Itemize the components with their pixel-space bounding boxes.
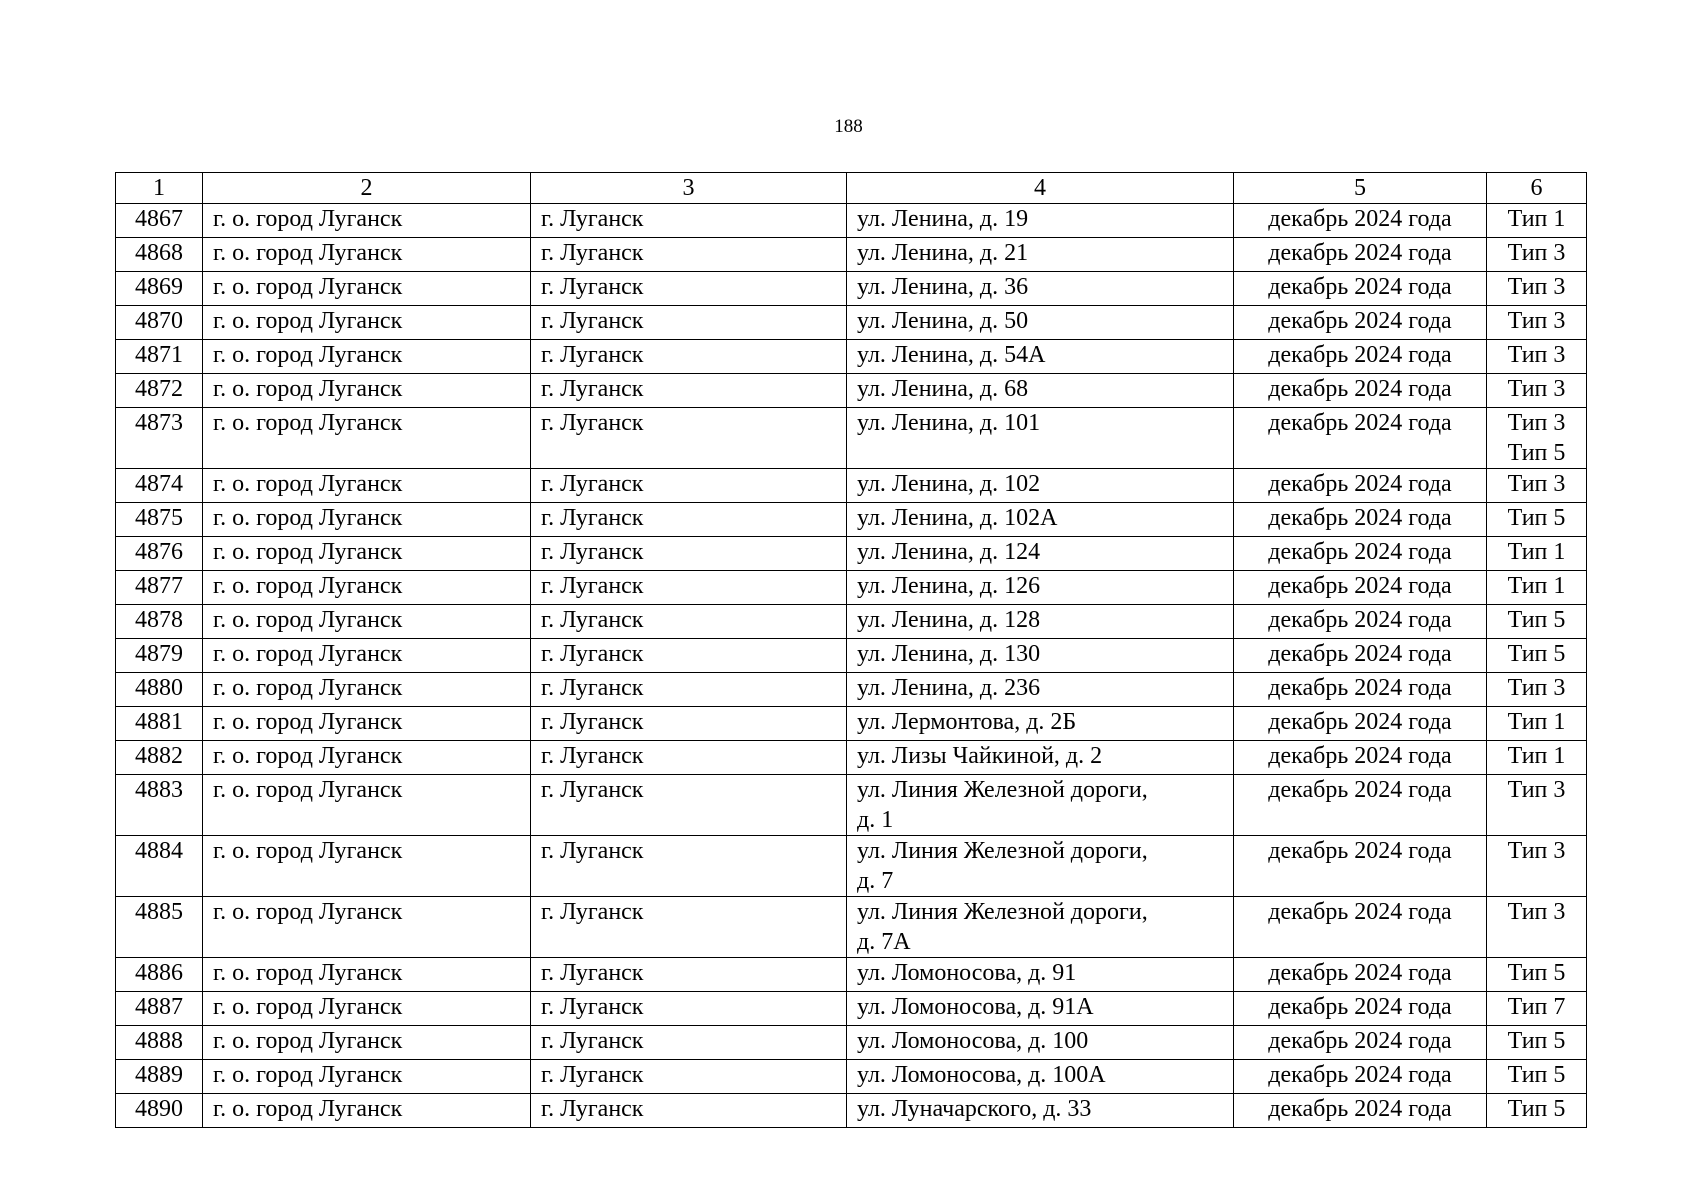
locality-cell: г. Луганск	[531, 340, 847, 374]
locality-cell: г. Луганск	[531, 374, 847, 408]
column-header: 2	[203, 173, 531, 204]
locality-cell: г. Луганск	[531, 306, 847, 340]
address-line: д. 1	[857, 807, 894, 833]
type-line: Тип 5	[1507, 1096, 1566, 1122]
locality-cell: г. Луганск	[531, 571, 847, 605]
address-line: ул. Ломоносова, д. 100	[857, 1028, 1089, 1054]
page-number: 188	[834, 116, 863, 137]
address-line: ул. Лизы Чайкиной, д. 2	[857, 743, 1103, 769]
district-cell: г. о. город Луганск	[203, 374, 531, 408]
row-number-cell: 4888	[116, 1026, 203, 1060]
type-line: Тип 1	[1507, 573, 1566, 599]
type-line: Тип 3	[1507, 675, 1566, 701]
type-cell	[1487, 272, 1587, 306]
district-cell: г. о. город Луганск	[203, 1060, 531, 1094]
table-row	[116, 775, 1587, 836]
locality-cell: г. Луганск	[531, 204, 847, 238]
address-line: д. 7А	[857, 929, 911, 955]
locality-cell: г. Луганск	[531, 707, 847, 741]
district-cell: г. о. город Луганск	[203, 408, 531, 469]
district-cell: г. о. город Луганск	[203, 571, 531, 605]
table-row	[116, 836, 1587, 897]
address-line: ул. Ломоносова, д. 91	[857, 960, 1077, 986]
table-header-row	[116, 173, 1587, 204]
district-cell: г. о. город Луганск	[203, 958, 531, 992]
district-cell: г. о. город Луганск	[203, 1094, 531, 1128]
address-line: ул. Ленина, д. 54А	[857, 342, 1046, 368]
table-row	[116, 605, 1587, 639]
date-cell: декабрь 2024 года	[1234, 571, 1487, 605]
address-line: ул. Линия Железной дороги,	[857, 838, 1148, 864]
address-cell	[847, 605, 1234, 639]
date-cell: декабрь 2024 года	[1234, 605, 1487, 639]
type-line: Тип 3	[1507, 376, 1566, 402]
type-cell	[1487, 1026, 1587, 1060]
type-cell	[1487, 340, 1587, 374]
address-line: ул. Линия Железной дороги,	[857, 899, 1148, 925]
type-line: Тип 3	[1507, 471, 1566, 497]
table-row	[116, 958, 1587, 992]
row-number-cell: 4867	[116, 204, 203, 238]
type-line: Тип 3	[1507, 838, 1566, 864]
type-cell	[1487, 1094, 1587, 1128]
type-cell	[1487, 306, 1587, 340]
district-cell: г. о. город Луганск	[203, 537, 531, 571]
address-cell	[847, 775, 1234, 836]
type-line: Тип 5	[1507, 641, 1566, 667]
type-cell	[1487, 469, 1587, 503]
type-line: Тип 5	[1507, 607, 1566, 633]
district-cell: г. о. город Луганск	[203, 272, 531, 306]
address-cell	[847, 374, 1234, 408]
date-cell: декабрь 2024 года	[1234, 537, 1487, 571]
address-line: ул. Ленина, д. 126	[857, 573, 1041, 599]
type-line: Тип 5	[1507, 960, 1566, 986]
locality-cell: г. Луганск	[531, 775, 847, 836]
row-number-cell: 4889	[116, 1060, 203, 1094]
row-number-cell: 4880	[116, 673, 203, 707]
type-cell	[1487, 958, 1587, 992]
date-cell: декабрь 2024 года	[1234, 1060, 1487, 1094]
locality-cell: г. Луганск	[531, 272, 847, 306]
table-row	[116, 992, 1587, 1026]
address-line: ул. Ленина, д. 36	[857, 274, 1029, 300]
type-line: Тип 3	[1507, 308, 1566, 334]
row-number-cell: 4870	[116, 306, 203, 340]
type-line: Тип 3	[1507, 240, 1566, 266]
type-line: Тип 3	[1507, 777, 1566, 803]
address-cell	[847, 571, 1234, 605]
district-cell: г. о. город Луганск	[203, 741, 531, 775]
type-cell	[1487, 673, 1587, 707]
date-cell: декабрь 2024 года	[1234, 503, 1487, 537]
locality-cell: г. Луганск	[531, 958, 847, 992]
address-line: ул. Ленина, д. 102А	[857, 505, 1058, 531]
row-number-cell: 4878	[116, 605, 203, 639]
district-cell: г. о. город Луганск	[203, 503, 531, 537]
type-line: Тип 3	[1507, 274, 1566, 300]
district-cell: г. о. город Луганск	[203, 897, 531, 958]
address-cell	[847, 897, 1234, 958]
column-header: 4	[847, 173, 1234, 204]
address-cell	[847, 469, 1234, 503]
row-number-cell: 4873	[116, 408, 203, 469]
district-cell: г. о. город Луганск	[203, 1026, 531, 1060]
address-cell	[847, 1094, 1234, 1128]
table-row	[116, 673, 1587, 707]
type-cell	[1487, 992, 1587, 1026]
table-row	[116, 340, 1587, 374]
locality-cell: г. Луганск	[531, 537, 847, 571]
locality-cell: г. Луганск	[531, 238, 847, 272]
district-cell: г. о. город Луганск	[203, 836, 531, 897]
district-cell: г. о. город Луганск	[203, 775, 531, 836]
table-row	[116, 272, 1587, 306]
type-line: Тип 5	[1507, 1062, 1566, 1088]
type-cell	[1487, 238, 1587, 272]
table-row	[116, 204, 1587, 238]
type-line: Тип 3	[1507, 410, 1566, 436]
row-number-cell: 4890	[116, 1094, 203, 1128]
address-line: ул. Ломоносова, д. 100А	[857, 1062, 1106, 1088]
table-row	[116, 707, 1587, 741]
row-number-cell: 4874	[116, 469, 203, 503]
type-line: Тип 7	[1507, 994, 1566, 1020]
column-header: 1	[116, 173, 203, 204]
type-cell	[1487, 1060, 1587, 1094]
type-cell	[1487, 204, 1587, 238]
address-cell	[847, 1060, 1234, 1094]
row-number-cell: 4877	[116, 571, 203, 605]
type-line: Тип 5	[1507, 440, 1566, 466]
row-number-cell: 4884	[116, 836, 203, 897]
type-cell	[1487, 605, 1587, 639]
type-cell	[1487, 537, 1587, 571]
address-line: ул. Ленина, д. 102	[857, 471, 1041, 497]
district-cell: г. о. город Луганск	[203, 639, 531, 673]
address-cell	[847, 306, 1234, 340]
column-header: 6	[1487, 173, 1587, 204]
address-cell	[847, 204, 1234, 238]
address-cell	[847, 408, 1234, 469]
locality-cell: г. Луганск	[531, 897, 847, 958]
type-line: Тип 3	[1507, 342, 1566, 368]
date-cell: декабрь 2024 года	[1234, 272, 1487, 306]
date-cell: декабрь 2024 года	[1234, 340, 1487, 374]
date-cell: декабрь 2024 года	[1234, 836, 1487, 897]
address-cell	[847, 1026, 1234, 1060]
locality-cell: г. Луганск	[531, 408, 847, 469]
locality-cell: г. Луганск	[531, 503, 847, 537]
column-header: 5	[1234, 173, 1487, 204]
district-cell: г. о. город Луганск	[203, 673, 531, 707]
address-cell	[847, 707, 1234, 741]
table-row	[116, 1094, 1587, 1128]
table-row	[116, 306, 1587, 340]
address-line: ул. Ленина, д. 130	[857, 641, 1041, 667]
type-line: Тип 3	[1507, 899, 1566, 925]
address-line: ул. Ленина, д. 21	[857, 240, 1029, 266]
type-line: Тип 1	[1507, 539, 1566, 565]
date-cell: декабрь 2024 года	[1234, 1026, 1487, 1060]
district-cell: г. о. город Луганск	[203, 306, 531, 340]
district-cell: г. о. город Луганск	[203, 469, 531, 503]
row-number-cell: 4876	[116, 537, 203, 571]
locality-cell: г. Луганск	[531, 992, 847, 1026]
type-cell	[1487, 408, 1587, 469]
row-number-cell: 4887	[116, 992, 203, 1026]
date-cell: декабрь 2024 года	[1234, 775, 1487, 836]
district-cell: г. о. город Луганск	[203, 204, 531, 238]
address-line: ул. Ленина, д. 68	[857, 376, 1029, 402]
type-line: Тип 5	[1507, 505, 1566, 531]
address-cell	[847, 272, 1234, 306]
date-cell: декабрь 2024 года	[1234, 741, 1487, 775]
address-line: ул. Лермонтова, д. 2Б	[857, 709, 1077, 735]
table-row	[116, 374, 1587, 408]
date-cell: декабрь 2024 года	[1234, 673, 1487, 707]
date-cell: декабрь 2024 года	[1234, 897, 1487, 958]
locality-cell: г. Луганск	[531, 741, 847, 775]
row-number-cell: 4869	[116, 272, 203, 306]
address-cell	[847, 958, 1234, 992]
locality-cell: г. Луганск	[531, 469, 847, 503]
date-cell: декабрь 2024 года	[1234, 374, 1487, 408]
row-number-cell: 4868	[116, 238, 203, 272]
date-cell: декабрь 2024 года	[1234, 707, 1487, 741]
type-cell	[1487, 639, 1587, 673]
row-number-cell: 4872	[116, 374, 203, 408]
row-number-cell: 4886	[116, 958, 203, 992]
type-cell	[1487, 741, 1587, 775]
type-cell	[1487, 775, 1587, 836]
district-cell: г. о. город Луганск	[203, 340, 531, 374]
type-line: Тип 1	[1507, 709, 1566, 735]
address-line: ул. Ленина, д. 236	[857, 675, 1041, 701]
locality-cell: г. Луганск	[531, 1026, 847, 1060]
table-row	[116, 1060, 1587, 1094]
date-cell: декабрь 2024 года	[1234, 992, 1487, 1026]
table-row	[116, 238, 1587, 272]
district-cell: г. о. город Луганск	[203, 707, 531, 741]
address-cell	[847, 537, 1234, 571]
data-table	[115, 172, 1587, 1128]
locality-cell: г. Луганск	[531, 1094, 847, 1128]
address-cell	[847, 836, 1234, 897]
type-cell	[1487, 707, 1587, 741]
type-line: Тип 1	[1507, 743, 1566, 769]
table-row	[116, 571, 1587, 605]
table-row	[116, 639, 1587, 673]
address-line: ул. Ленина, д. 124	[857, 539, 1041, 565]
address-line: ул. Ленина, д. 128	[857, 607, 1041, 633]
address-line: ул. Ленина, д. 19	[857, 206, 1029, 232]
row-number-cell: 4885	[116, 897, 203, 958]
type-cell	[1487, 374, 1587, 408]
row-number-cell: 4882	[116, 741, 203, 775]
row-number-cell: 4879	[116, 639, 203, 673]
date-cell: декабрь 2024 года	[1234, 639, 1487, 673]
district-cell: г. о. город Луганск	[203, 238, 531, 272]
address-cell	[847, 639, 1234, 673]
column-header: 3	[531, 173, 847, 204]
address-cell	[847, 673, 1234, 707]
address-cell	[847, 340, 1234, 374]
table-row	[116, 1026, 1587, 1060]
address-line: ул. Ломоносова, д. 91А	[857, 994, 1094, 1020]
address-cell	[847, 992, 1234, 1026]
type-cell	[1487, 503, 1587, 537]
locality-cell: г. Луганск	[531, 605, 847, 639]
row-number-cell: 4881	[116, 707, 203, 741]
locality-cell: г. Луганск	[531, 673, 847, 707]
address-line: ул. Ленина, д. 101	[857, 410, 1041, 436]
date-cell: декабрь 2024 года	[1234, 469, 1487, 503]
district-cell: г. о. город Луганск	[203, 605, 531, 639]
type-line: Тип 1	[1507, 206, 1566, 232]
table-row	[116, 537, 1587, 571]
address-line: д. 7	[857, 868, 894, 894]
address-line: ул. Ленина, д. 50	[857, 308, 1029, 334]
district-cell: г. о. город Луганск	[203, 992, 531, 1026]
type-line: Тип 5	[1507, 1028, 1566, 1054]
type-cell	[1487, 571, 1587, 605]
date-cell: декабрь 2024 года	[1234, 306, 1487, 340]
date-cell: декабрь 2024 года	[1234, 204, 1487, 238]
locality-cell: г. Луганск	[531, 1060, 847, 1094]
table-row	[116, 503, 1587, 537]
type-cell	[1487, 897, 1587, 958]
table-row	[116, 897, 1587, 958]
address-cell	[847, 741, 1234, 775]
type-cell	[1487, 836, 1587, 897]
address-cell	[847, 503, 1234, 537]
row-number-cell: 4871	[116, 340, 203, 374]
locality-cell: г. Луганск	[531, 639, 847, 673]
table-row	[116, 741, 1587, 775]
table-row	[116, 408, 1587, 469]
date-cell: декабрь 2024 года	[1234, 238, 1487, 272]
address-line: ул. Луначарского, д. 33	[857, 1096, 1092, 1122]
row-number-cell: 4883	[116, 775, 203, 836]
locality-cell: г. Луганск	[531, 836, 847, 897]
address-cell	[847, 238, 1234, 272]
date-cell: декабрь 2024 года	[1234, 1094, 1487, 1128]
row-number-cell: 4875	[116, 503, 203, 537]
date-cell: декабрь 2024 года	[1234, 408, 1487, 469]
date-cell: декабрь 2024 года	[1234, 958, 1487, 992]
address-line: ул. Линия Железной дороги,	[857, 777, 1148, 803]
table-row	[116, 469, 1587, 503]
